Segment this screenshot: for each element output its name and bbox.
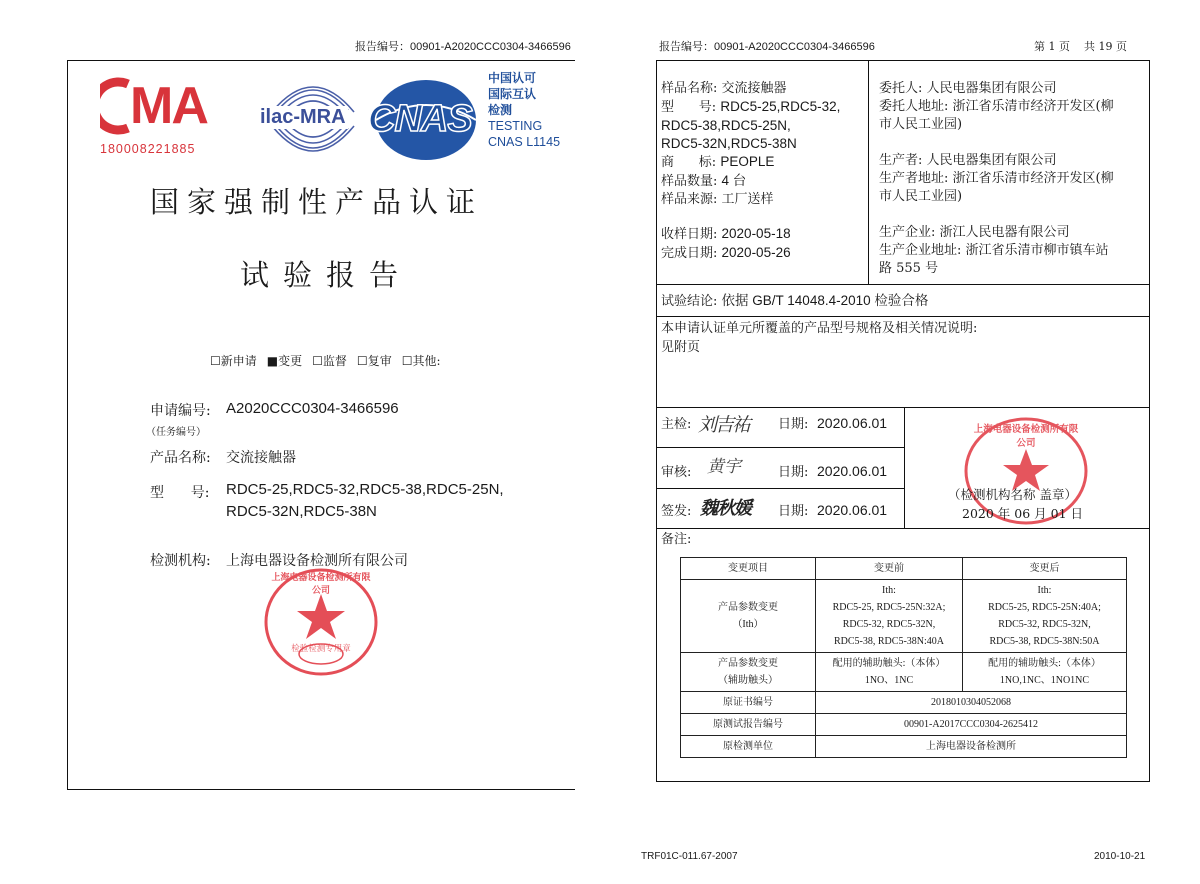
- conclusion: 依据 GB/T 14048.4-2010 检验合格: [721, 293, 929, 308]
- client-info-block: [879, 80, 1147, 278]
- report-type-checkboxes: [210, 352, 441, 369]
- line-remarks-top: [656, 528, 1150, 529]
- sample-name: 交流接触器: [721, 81, 787, 96]
- after-cell: 配用的辅助触头:（本体） 1NO,1NC、1NO1NC: [963, 653, 1127, 692]
- checkbox-empty-icon: ☐: [210, 354, 221, 368]
- factory-addr-1: 浙江省乐清市柳市镇车站: [965, 243, 1109, 258]
- sign-divider: [904, 407, 905, 528]
- product-name-label: 产品名称:: [150, 450, 211, 466]
- checkbox-other: ☐其他:: [401, 354, 441, 368]
- lab-stamp: [262, 566, 380, 678]
- form-date: 2010-10-21: [1094, 851, 1146, 862]
- certificate-title: 国家强制性产品认证: [150, 185, 484, 219]
- client-addr-1: 浙江省乐清市经济开发区(柳: [952, 99, 1114, 114]
- client-row: 委托人: 人民电器集团有限公司: [879, 81, 1057, 96]
- approve-date: 2020.06.01: [817, 502, 888, 518]
- reviewer-label: 审核:: [661, 465, 692, 480]
- after-cell: Ith: RDC5-25, RDC5-25N:40A; RDC5-32, RDC5-32N, RDC5-38, RDC5-38N:50A: [963, 580, 1127, 653]
- table-row: [681, 692, 1127, 714]
- orig-lab-label: 原检测单位: [681, 736, 816, 758]
- sample-name-row: 样品名称: 交流接触器: [661, 81, 787, 96]
- producer-row: 生产者: 人民电器集团有限公司: [879, 153, 1057, 168]
- ilac-mra-logo: [258, 70, 368, 160]
- client-addr-row: 委托人地址: 浙江省乐清市经济开发区(柳: [879, 99, 1114, 114]
- inspect-date-label: 日期:: [778, 417, 809, 432]
- header-before: 变更前: [816, 558, 963, 580]
- line-sign-1: [656, 447, 904, 448]
- header-after: 变更后: [963, 558, 1127, 580]
- reviewer-signature: 黄宇: [707, 457, 741, 477]
- cnas-line-1: 中国认可: [488, 71, 537, 85]
- cnas-letters: CNAS: [368, 98, 472, 140]
- table-row: [681, 714, 1127, 736]
- cnas-line-2: 国际互认: [488, 87, 537, 101]
- line-sign-2: [656, 488, 904, 489]
- line-sign-top: [656, 407, 1150, 408]
- inspector-signature: 刘吉祐: [698, 414, 750, 436]
- table-header-row: [681, 558, 1127, 580]
- factory-addr-2: 路 555 号: [879, 261, 939, 276]
- product-name: 交流接触器: [226, 450, 296, 466]
- right-stamp-text: 上海电器设备检测所有限公司: [973, 424, 1079, 449]
- quantity-row: 样品数量: 4 台: [661, 173, 747, 189]
- table-row: [681, 653, 1127, 692]
- quantity: 4 台: [721, 173, 747, 188]
- model-line-3: RDC5-32N,RDC5-38N: [661, 136, 797, 151]
- remarks-label: 备注:: [661, 532, 692, 547]
- checkbox-empty-icon: ☐: [401, 354, 413, 368]
- line-coverage-top: [656, 316, 1150, 317]
- completed-row: 完成日期: 2020-05-26: [661, 245, 791, 261]
- lab-seal-date: 2020 年 06 月 01 日: [962, 506, 1083, 521]
- line-conclusion-top: [656, 284, 1150, 285]
- checkbox-empty-icon: ☐: [312, 354, 323, 368]
- model-line-2: RDC5-32N,RDC5-38N: [226, 503, 377, 520]
- form-code: TRF01C-011.67-2007: [641, 851, 738, 862]
- change-item-cell: 产品参数变更 （辅助触头）: [681, 653, 816, 692]
- approve-date-label: 日期:: [778, 504, 809, 519]
- review-date: 2020.06.01: [817, 463, 888, 479]
- sample-info-block: [661, 80, 871, 263]
- checkbox-filled-icon: ■: [266, 354, 279, 368]
- cnas-lines: [488, 70, 560, 150]
- header-item: 变更项目: [681, 558, 816, 580]
- model-label: 型 号:: [150, 485, 210, 501]
- approver-signature: 魏秋媛: [700, 498, 751, 519]
- factory-addr-row: 生产企业地址: 浙江省乐清市柳市镇车站: [879, 243, 1109, 258]
- producer-addr-1: 浙江省乐清市经济开发区(柳: [952, 171, 1114, 186]
- trademark-row: 商 标: PEOPLE: [661, 154, 775, 170]
- before-cell: Ith: RDC5-25, RDC5-25N:32A; RDC5-32, RDC5-32N, RDC5-38, RDC5-38N:40A: [816, 580, 963, 653]
- producer-addr-row: 生产者地址: 浙江省乐清市经济开发区(柳: [879, 171, 1114, 186]
- model-line-1: RDC5-25,RDC5-32,: [720, 99, 841, 114]
- cnas-line-3: 检测: [488, 103, 513, 117]
- orig-cert-value: 2018010304052068: [816, 692, 1127, 714]
- task-no-label: （任务编号）: [146, 427, 206, 438]
- change-item-cell: 产品参数变更 （Ith）: [681, 580, 816, 653]
- coverage-line-2: 见附页: [661, 340, 701, 355]
- orig-report-label: 原测试报告编号: [681, 714, 816, 736]
- model-line-2: RDC5-38,RDC5-25N,: [661, 118, 791, 133]
- review-date-label: 日期:: [778, 465, 809, 480]
- factory-row: 生产企业: 浙江人民电器有限公司: [879, 225, 1070, 240]
- cnas-line-5: CNAS L1145: [488, 135, 561, 149]
- source: 工厂送样: [721, 192, 774, 207]
- change-table: [680, 557, 1127, 758]
- cma-number: 180008221885: [100, 142, 196, 156]
- left-report-number: 报告编号：00901-A2020CCC0304-3466596: [355, 41, 571, 53]
- stamp-text: 上海电器设备检测所有限公司: [271, 573, 371, 596]
- report-title: 试验报告: [240, 258, 413, 292]
- inspector-label: 主检:: [661, 417, 692, 432]
- checkbox-review: ☐复审: [356, 354, 392, 368]
- orig-lab-value: 上海电器设备检测所: [816, 736, 1127, 758]
- completed-date: 2020-05-26: [721, 245, 791, 260]
- cnas-logo: [368, 70, 578, 170]
- lab-label: 检测机构:: [150, 553, 211, 569]
- conclusion-row: 试验结论: 依据 GB/T 14048.4-2010 检验合格: [661, 293, 929, 309]
- trademark: PEOPLE: [720, 154, 775, 169]
- producer: 人民电器集团有限公司: [926, 153, 1057, 168]
- orig-report-value: 00901-A2017CCC0304-2625412: [816, 714, 1127, 736]
- stamp-sub: 检验检测专用章: [291, 644, 351, 654]
- client: 人民电器集团有限公司: [926, 81, 1057, 96]
- right-report-number: 报告编号：00901-A2020CCC0304-3466596: [659, 41, 875, 53]
- ilac-text: ilac-MRA: [260, 106, 346, 128]
- lab-seal-label: （检测机构名称 盖章）: [948, 487, 1077, 502]
- received-date: 2020-05-18: [721, 226, 791, 241]
- client-addr-2: 市人民工业园): [879, 117, 963, 132]
- source-row: 样品来源: 工厂送样: [661, 192, 774, 207]
- checkbox-supervise: ☐监督: [312, 354, 347, 368]
- page-gap: [575, 58, 635, 798]
- orig-cert-label: 原证书编号: [681, 692, 816, 714]
- model-line-1: RDC5-25,RDC5-32,RDC5-38,RDC5-25N,: [226, 481, 504, 498]
- page-info: 第 1 页 共 19 页: [1034, 40, 1127, 53]
- cma-letters: MA: [130, 77, 207, 135]
- coverage-line-1: 本申请认证单元所覆盖的产品型号规格及相关情况说明:: [661, 321, 978, 336]
- lab-name: 上海电器设备检测所有限公司: [226, 553, 408, 569]
- producer-addr-2: 市人民工业园): [879, 189, 963, 204]
- table-row: [681, 580, 1127, 653]
- checkbox-new: ☐新申请: [210, 354, 257, 368]
- inspect-date: 2020.06.01: [817, 415, 888, 431]
- checkbox-change: ■变更: [266, 354, 303, 368]
- before-cell: 配用的辅助触头:（本体） 1NO、1NC: [816, 653, 963, 692]
- approver-label: 签发:: [661, 504, 692, 519]
- cma-logo: [100, 76, 210, 161]
- application-no-label: 申请编号:: [150, 403, 211, 419]
- table-row: [681, 736, 1127, 758]
- checkbox-empty-icon: ☐: [356, 354, 368, 368]
- received-row: 收样日期: 2020-05-18: [661, 226, 791, 242]
- cnas-line-4: TESTING: [488, 119, 543, 133]
- application-no: A2020CCC0304-3466596: [226, 400, 399, 417]
- factory: 浙江人民电器有限公司: [939, 225, 1070, 240]
- model-row: 型 号: RDC5-25,RDC5-32,: [661, 99, 841, 115]
